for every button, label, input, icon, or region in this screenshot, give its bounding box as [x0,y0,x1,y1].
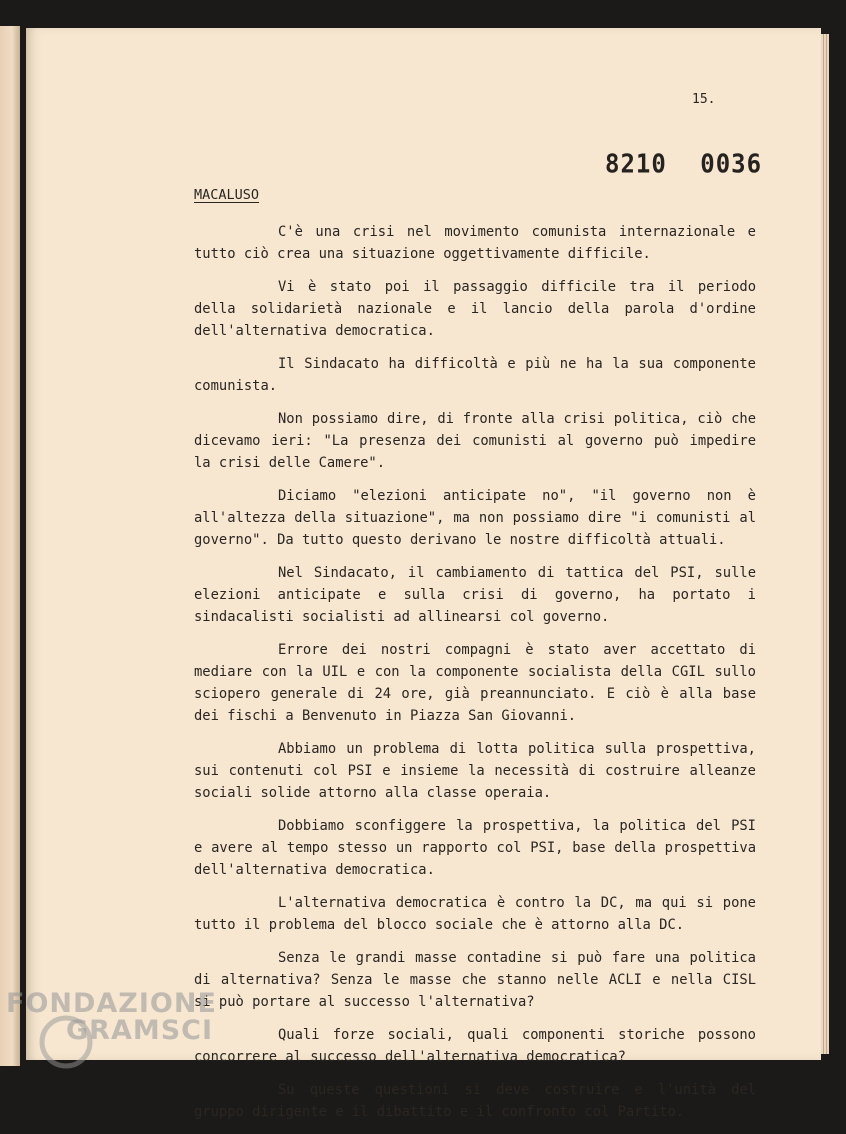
paragraph: Senza le grandi masse contadine si può fare una politica di alternativa? Senza le masse che stanno nelle ACLI e nella CISL si può portare al successo l'alternativa? [194,950,756,1010]
paragraph: Diciamo "elezioni anticipate no", "il governo non è all'altezza della situazione", ma non possiamo dire "i comunisti al governo". Da tutto questo derivano le nostre difficoltà attuali. [194,488,756,548]
paragraph: Il Sindacato ha difficoltà e più ne ha la sua componente comunista. [194,356,756,394]
document-body [194,221,756,1134]
paragraph: Quali forze sociali, quali componenti storiche possono concorrere al successo dell'alternativa democratica? [194,1027,756,1065]
paragraph: Nel Sindacato, il cambiamento di tattica del PSI, sulle elezioni anticipate e sulla crisi di governo, ha portato i sindacalisti socialisti ad allinearsi col governo. [194,565,756,625]
paragraph: L'alternativa democratica è contro la DC, ma qui si pone tutto il problema del blocco sociale che è attorno alla DC. [194,895,756,933]
fondazione-gramsci-watermark [6,988,216,1046]
archive-stamp-code: 8210 0036 [605,148,763,180]
paragraph: C'è una crisi nel movimento comunista internazionale e tutto ciò crea una situazione oggettivamente difficile. [194,224,756,262]
paragraph: Dobbiamo sconfiggere la prospettiva, la politica del PSI e avere al tempo stesso un rapporto col PSI, base della prospettiva dell'alternativa democratica. [194,818,756,878]
gramsci-logo-icon [38,1014,94,1070]
paragraph: Non possiamo dire, di fronte alla crisi politica, ciò che dicevamo ieri: "La presenza dei comunisti al governo può impedire la crisi delle Camere". [194,411,756,471]
paragraph: Vi è stato poi il passaggio difficile tra il periodo della solidarietà nazionale e il lancio della parola d'ordine dell'alternativa democratica. [194,279,756,339]
paragraph: Errore dei nostri compagni è stato aver accettato di mediare con la UIL e con la componente socialista della CGIL sullo sciopero generale di 24 ore, già preannunciato. E ciò è alla base dei fischi a Benvenuto in Piazza San Giovanni. [194,642,756,724]
page-number: 15. [692,92,716,107]
watermark-line-1: FONDAZIONE [6,988,217,1019]
paragraph: Abbiamo un problema di lotta politica sulla prospettiva, sui contenuti col PSI e insieme la necessità di costruire alleanze sociali solide attorno alla classe operaia. [194,741,756,801]
facing-page-edge [0,26,20,1066]
paragraph: Su queste questioni si deve costruire e l'unità del gruppo dirigente e il dibattito e il confronto col Partito. [194,1082,756,1120]
watermark-line-2: GRAMSCI [66,1015,214,1046]
speaker-heading: MACALUSO [194,187,260,203]
